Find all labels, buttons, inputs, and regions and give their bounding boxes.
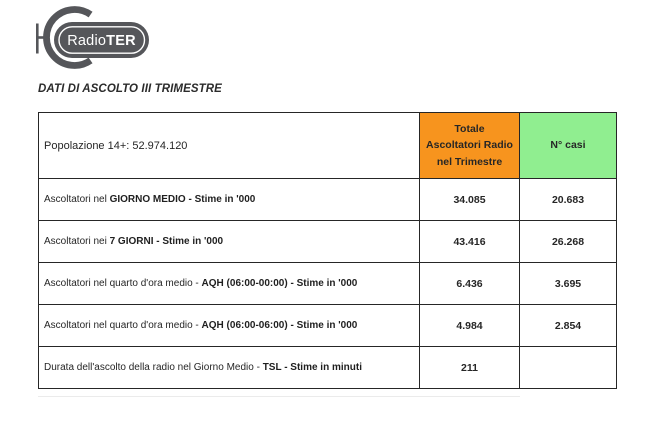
table-row bbox=[39, 305, 617, 347]
cases-header-cell: N° casi bbox=[520, 113, 617, 179]
table-row bbox=[39, 347, 617, 389]
row-label-regular: Durata dell'ascolto della radio nel Giorno Medio - bbox=[44, 362, 263, 373]
cases-value: 26.268 bbox=[520, 221, 617, 263]
total-listeners-header-cell bbox=[420, 113, 520, 179]
cases-value: 3.695 bbox=[520, 263, 617, 305]
empty-cell bbox=[520, 347, 617, 389]
total-value: 43.416 bbox=[420, 221, 520, 263]
total-value: 211 bbox=[420, 347, 520, 389]
total-value: 4.984 bbox=[420, 305, 520, 347]
total-value: 34.085 bbox=[420, 179, 520, 221]
page-bottom-rule bbox=[38, 396, 520, 397]
header-line: Totale bbox=[454, 123, 485, 136]
row-label bbox=[39, 263, 420, 305]
header-line: nel Trimestre bbox=[436, 155, 503, 168]
radioter-logo bbox=[32, 2, 154, 72]
row-label bbox=[39, 305, 420, 347]
row-label bbox=[39, 347, 420, 389]
row-label-bold: TSL - Stime in minuti bbox=[262, 362, 362, 373]
row-label-regular: Ascoltatori nel quarto d'ora medio - bbox=[44, 278, 202, 289]
table-row bbox=[39, 263, 617, 305]
audience-table bbox=[38, 112, 617, 389]
row-label-regular: Ascoltatori nel bbox=[44, 194, 110, 205]
row-label-bold: 7 GIORNI - Stime in '000 bbox=[109, 236, 224, 247]
cases-value: 20.683 bbox=[520, 179, 617, 221]
logo-pill bbox=[54, 22, 149, 58]
table-row bbox=[39, 221, 617, 263]
page-title: DATI DI ASCOLTO III TRIMESTRE bbox=[38, 83, 222, 95]
row-label-regular: Ascoltatori nel quarto d'ora medio - bbox=[44, 320, 202, 331]
cases-value: 2.854 bbox=[520, 305, 617, 347]
row-label-regular: Ascoltatori nei bbox=[44, 236, 110, 247]
row-label-bold: AQH (06:00-00:00) - Stime in '000 bbox=[201, 278, 358, 289]
row-label bbox=[39, 221, 420, 263]
logo-wordmark: RadioTER bbox=[67, 32, 136, 49]
total-value: 6.436 bbox=[420, 263, 520, 305]
table-row bbox=[39, 179, 617, 221]
header-line: Ascoltatori Radio bbox=[426, 139, 513, 152]
row-label-bold: GIORNO MEDIO - Stime in '000 bbox=[109, 194, 256, 205]
table-header-row bbox=[39, 113, 617, 179]
population-cell: Popolazione 14+: 52.974.120 bbox=[39, 113, 420, 179]
row-label-bold: AQH (06:00-06:00) - Stime in '000 bbox=[201, 320, 358, 331]
row-label bbox=[39, 179, 420, 221]
